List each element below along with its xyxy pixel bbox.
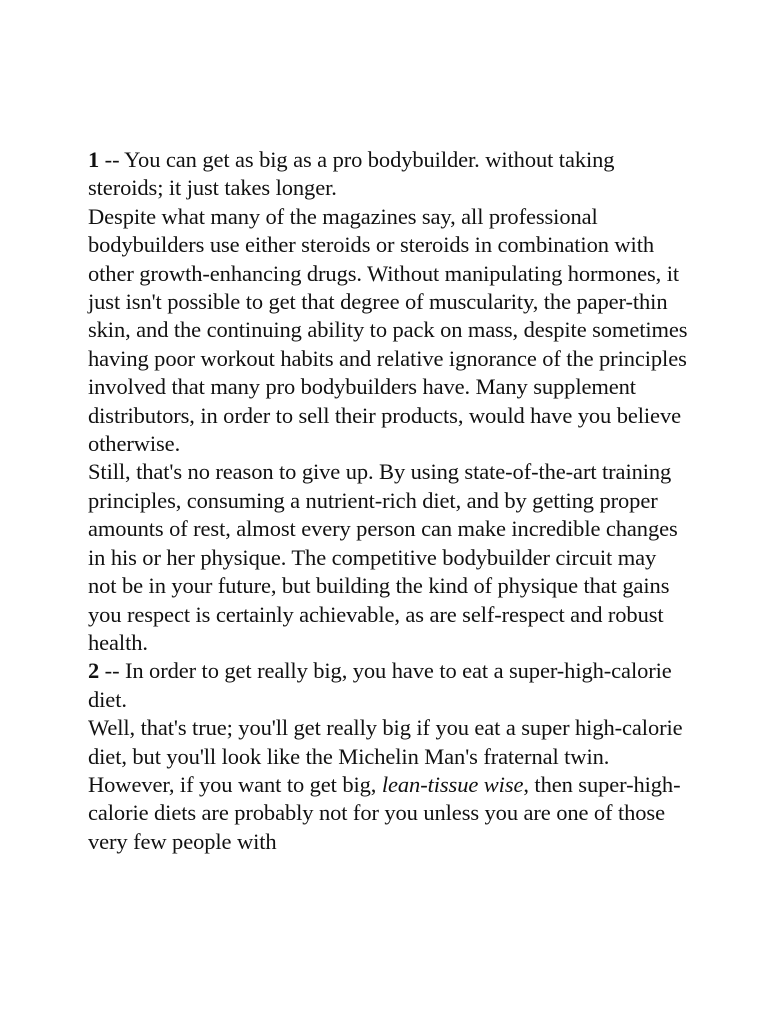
section-2-paragraph-1 [88,714,688,856]
section-1-paragraph-2: Still, that's no reason to give up. By using state-of-the-art training principles, consuming a nutrient-rich diet, and by getting proper amounts of rest, almost every person can make incredible changes in his or her physique. The competitive bodybuilder circuit may not be in your future, but building the kind of physique that gains you respect is certainly achievable, as are self-respect and robust health. [88,459,678,655]
document-body [88,146,688,856]
section-2-paragraph-1-part-b: , then super-high-calorie diets are probably not for you unless you are one of those very few people with [88,771,681,854]
section-1-heading [88,146,688,203]
section-2-emphasis: lean-tissue wise [381,771,524,797]
section-2-heading [88,657,688,714]
section-1-number: 1 [88,147,100,172]
section-2-heading-text: -- In order to get really big, you have to eat a super-high-calorie diet. [88,658,672,712]
section-1-paragraph-1: Despite what many of the magazines say, all professional bodybuilders use either steroids or steroids in combination with other growth-enhancing drugs. Without manipulating hormones, it just isn't possible to get that degree of muscularity, the paper-thin skin, and the continuing ability to pack on mass, despite sometimes having poor workout habits and relative ignorance of the principles involved that many pro bodybuilders have. Many supplement distributors, in order to sell their products, would have you believe otherwise. [88,203,688,457]
section-1-heading-text: -- You can get as big as a pro bodybuilder. without taking steroids; it just takes longer. [88,147,615,201]
section-2-paragraph-1-part-a: Well, that's true; you'll get really big if you eat a super high-calorie diet, but you'll look like the Michelin Man's fraternal twin. However, if you want to get big, [88,715,683,797]
section-2-number: 2 [88,658,100,684]
